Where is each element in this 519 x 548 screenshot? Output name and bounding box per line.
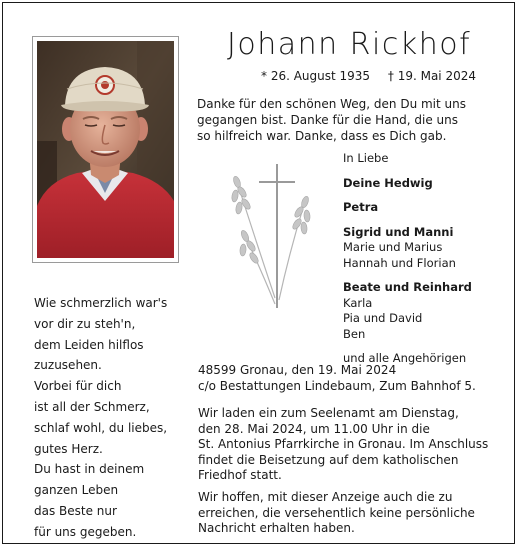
poem-line: schlaf wohl, du liebes,: [34, 420, 168, 435]
birth-date: * 26. August 1935: [261, 69, 371, 83]
signoff-list: [343, 151, 513, 367]
poem-line: das Beste nur: [34, 503, 117, 518]
service-line: Friedhof statt.: [198, 468, 282, 482]
poem-line: Du hast in deinem: [34, 462, 145, 477]
memorial-poem: [34, 293, 184, 543]
address-line: c/o Bestattungen Lindebaum, Zum Bahnhof 5.: [198, 378, 476, 393]
deceased-name: Johann Rickhof: [227, 27, 472, 62]
poem-line: dem Leiden hilflos: [34, 337, 144, 352]
poem-line: gutes Herz.: [34, 441, 103, 456]
thanks-text: [197, 96, 497, 144]
portrait-photo: [37, 41, 174, 258]
portrait-photo-frame: [32, 36, 179, 263]
service-line: Wir laden ein zum Seelenamt am Dienstag,: [198, 406, 459, 420]
family-member-name: Marie und Marius: [343, 240, 443, 254]
family-member-name: Deine Hedwig: [343, 175, 433, 190]
family-member-name: Sigrid und Manni: [343, 224, 454, 239]
family-member-name: Karla: [343, 295, 373, 310]
family-member-name: Beate und Reinhard: [343, 280, 472, 294]
service-details: [198, 406, 508, 484]
signoff-intro: In Liebe: [343, 151, 389, 165]
thanks-line: so hilfreich war. Danke, dass es Dich gab.: [197, 129, 447, 143]
family-member-name: Hannah und Florian: [343, 255, 456, 270]
family-member-name: Pia und David: [343, 311, 423, 325]
poem-line: ist all der Schmerz,: [34, 399, 150, 414]
family-member-name: Petra: [343, 200, 379, 214]
service-line: den 28. Mai 2024, um 11.00 Uhr in die: [198, 421, 430, 436]
obituary-notice: [2, 2, 515, 544]
poem-line: Vorbei für dich: [34, 379, 122, 394]
death-date: † 19. Mai 2024: [387, 69, 476, 83]
life-dates: [261, 69, 490, 83]
poem-line: zuzusehen.: [34, 358, 102, 373]
family-member-name: Ben: [343, 326, 366, 341]
poem-line: für uns gegeben.: [34, 524, 137, 539]
closing-line: Wir hoffen, mit dieser Anzeige auch die zu: [198, 490, 453, 504]
service-line: findet die Beisetzung auf dem katholischen: [198, 452, 459, 467]
address-block: [198, 363, 508, 394]
thanks-line: gegangen bist. Danke für die Hand, die uns: [197, 113, 459, 127]
poem-line: vor dir zu steh'n,: [34, 316, 136, 331]
closing-line: erreichen, die versehentlich keine persönliche: [198, 505, 475, 520]
closing-note: [198, 490, 508, 537]
thanks-line: Danke für den schönen Weg, den Du mit uns: [197, 97, 466, 111]
signoff-outro: und alle Angehörigen: [343, 351, 467, 365]
cross-with-wheat-icon: [225, 158, 315, 318]
poem-line: Wie schmerzlich war's: [34, 296, 168, 310]
service-line: St. Antonius Pfarrkirche in Gronau. Im Anschluss: [198, 437, 489, 451]
closing-line: Nachricht erhalten haben.: [198, 521, 355, 535]
address-line: 48599 Gronau, den 19. Mai 2024: [198, 363, 397, 377]
poem-line: ganzen Leben: [34, 483, 119, 498]
